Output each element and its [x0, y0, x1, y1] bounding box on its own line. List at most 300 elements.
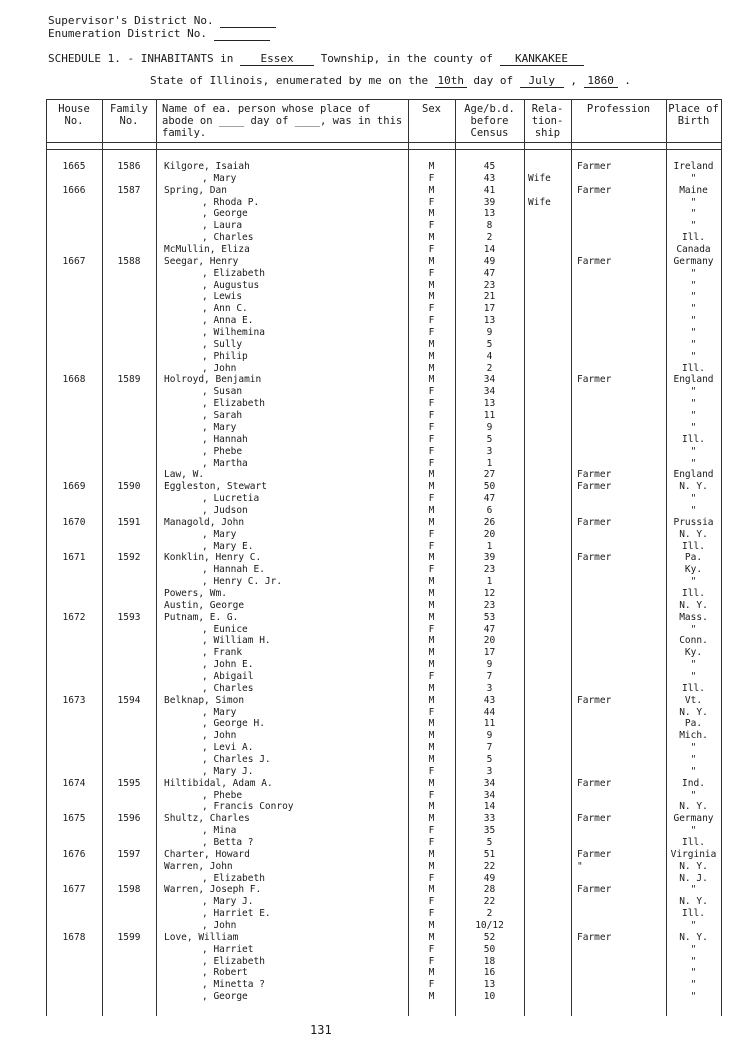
place-of-birth-cell: Ill.: [682, 682, 705, 694]
age-cell: 50: [483, 481, 496, 493]
sex-cell: F: [428, 327, 435, 339]
day-suffix: day of: [473, 74, 514, 87]
place-of-birth-cell: Ireland: [673, 161, 714, 172]
place-of-birth-cell: Germany: [673, 255, 714, 267]
house-number-cell: 1666: [62, 184, 86, 196]
place-of-birth-cell: N. Y.: [679, 801, 708, 813]
age-cell: 39: [483, 196, 496, 208]
age-cell: 20: [483, 528, 496, 540]
age-cell: 6: [486, 504, 493, 516]
profession-cell: Farmer: [577, 884, 612, 896]
age-cell: 23: [483, 279, 496, 291]
age-cell: 23: [483, 599, 496, 611]
person-name-cell: , Ann C.: [202, 303, 248, 315]
age-cell: 7: [486, 742, 493, 754]
age-cell: 13: [483, 208, 496, 220]
age-cell: 47: [483, 267, 496, 279]
sex-cell: M: [428, 255, 435, 267]
sex-cell: F: [428, 670, 435, 682]
place-of-birth-cell: ": [690, 623, 697, 635]
sex-cell: F: [428, 244, 435, 256]
place-of-birth-cell: Ill.: [682, 433, 705, 445]
sex-cell: M: [428, 338, 435, 350]
sex-cell: F: [428, 564, 435, 576]
sex-cell: F: [428, 421, 435, 433]
col-header-sex: Sex: [422, 103, 441, 115]
house-number-cell: 1677: [62, 884, 86, 896]
age-cell: 47: [483, 493, 496, 505]
place-of-birth-cell: ": [690, 338, 697, 350]
sex-cell: F: [428, 943, 435, 955]
sex-cell: F: [428, 445, 435, 457]
sex-cell: M: [428, 481, 435, 493]
family-number-cell: 1587: [117, 184, 141, 196]
sex-cell: M: [428, 884, 435, 896]
col-header-birthplace: Place of Birth: [668, 103, 719, 127]
age-cell: 2: [486, 362, 493, 374]
place-of-birth-cell: England: [673, 374, 714, 386]
sex-cell: M: [428, 599, 435, 611]
enumeration-district-line: [48, 27, 270, 41]
column-rule: [156, 99, 157, 1016]
place-of-birth-cell: Ill.: [682, 908, 705, 920]
sex-cell: M: [428, 730, 435, 742]
person-name-cell: , Elizabeth: [202, 955, 265, 967]
person-name-cell: , Abigail: [202, 670, 254, 682]
age-cell: 4: [486, 350, 493, 362]
person-name-cell: , Susan: [202, 386, 243, 398]
place-of-birth-cell: Prussia: [673, 516, 714, 528]
age-cell: 26: [483, 516, 496, 528]
profession-cell: Farmer: [577, 813, 612, 825]
schedule-prefix: SCHEDULE 1. - INHABITANTS in: [48, 52, 234, 65]
age-cell: 20: [483, 635, 496, 647]
age-cell: 1: [486, 457, 493, 469]
age-cell: 2: [486, 232, 493, 244]
age-cell: 17: [483, 647, 496, 659]
age-cell: 22: [483, 896, 496, 908]
person-name-cell: , Charles J.: [202, 754, 271, 765]
person-name-cell: , Eunice: [202, 623, 248, 635]
family-number-cell: 1589: [117, 374, 141, 386]
profession-cell: Farmer: [577, 161, 612, 172]
sex-cell: M: [428, 587, 435, 599]
place-of-birth-cell: ": [690, 955, 697, 967]
place-of-birth-cell: ": [690, 493, 697, 505]
age-cell: 5: [486, 754, 493, 765]
sex-cell: M: [428, 291, 435, 303]
person-name-cell: , Levi A.: [202, 742, 254, 754]
person-name-cell: , Phebe: [202, 789, 243, 801]
enumeration-district-label: Enumeration District No.: [48, 27, 207, 40]
sex-cell: F: [428, 789, 435, 801]
person-name-cell: , Judson: [202, 504, 248, 516]
enumeration-day: 10th: [435, 74, 467, 88]
person-name-cell: Konklin, Henry C.: [164, 552, 262, 564]
sex-cell: M: [428, 801, 435, 813]
person-name-cell: , Minetta ?: [202, 979, 265, 991]
family-number-cell: 1590: [117, 481, 141, 493]
place-of-birth-cell: ": [690, 327, 697, 339]
place-of-birth-cell: ": [690, 457, 697, 469]
col-header-family: Family No.: [110, 103, 148, 127]
profession-cell: Farmer: [577, 552, 612, 564]
sex-cell: F: [428, 433, 435, 445]
age-cell: 49: [483, 872, 496, 884]
place-of-birth-cell: ": [690, 789, 697, 801]
family-number-cell: 1592: [117, 552, 141, 564]
age-cell: 39: [483, 552, 496, 564]
age-cell: 2: [486, 908, 493, 920]
house-number-cell: 1670: [62, 516, 86, 528]
age-cell: 33: [483, 813, 496, 825]
place-of-birth-cell: ": [690, 208, 697, 220]
sex-cell: M: [428, 232, 435, 244]
place-of-birth-cell: Vt.: [684, 694, 703, 706]
county-name: KANKAKEE: [500, 52, 584, 66]
person-name-cell: , George H.: [202, 718, 265, 730]
place-of-birth-cell: Ill.: [682, 587, 705, 599]
sex-cell: F: [428, 837, 435, 849]
age-cell: 10/12: [475, 920, 504, 932]
age-cell: 45: [483, 161, 496, 172]
place-of-birth-cell: N. Y.: [679, 706, 708, 718]
sex-cell: M: [428, 184, 435, 196]
sex-cell: M: [428, 682, 435, 694]
age-cell: 13: [483, 979, 496, 991]
age-cell: 5: [486, 433, 493, 445]
person-name-cell: , John E.: [202, 659, 254, 671]
profession-cell: Farmer: [577, 931, 612, 943]
person-name-cell: , Laura: [202, 220, 243, 232]
age-cell: 49: [483, 255, 496, 267]
age-cell: 27: [483, 469, 496, 481]
place-of-birth-cell: ": [690, 576, 697, 588]
person-name-cell: Putnam, E. G.: [164, 611, 239, 623]
place-of-birth-cell: ": [690, 445, 697, 457]
profession-cell: Farmer: [577, 694, 612, 706]
person-name-cell: , Sarah: [202, 410, 243, 422]
age-cell: 8: [486, 220, 493, 232]
person-name-cell: , Martha: [202, 457, 248, 469]
age-cell: 21: [483, 291, 496, 303]
place-of-birth-cell: Ky.: [684, 564, 703, 576]
place-of-birth-cell: Germany: [673, 813, 714, 825]
sex-cell: M: [428, 777, 435, 789]
person-name-cell: , Harriet: [202, 943, 254, 955]
profession-cell: Farmer: [577, 777, 612, 789]
person-name-cell: , Anna E.: [202, 315, 254, 327]
sex-cell: F: [428, 303, 435, 315]
family-number-cell: 1597: [117, 848, 141, 860]
place-of-birth-cell: N. Y.: [679, 528, 708, 540]
person-name-cell: , Mina: [202, 825, 237, 837]
place-of-birth-cell: ": [690, 742, 697, 754]
family-number-cell: 1591: [117, 516, 141, 528]
person-name-cell: , Philip: [202, 350, 248, 362]
person-name-cell: , George: [202, 208, 248, 220]
place-of-birth-cell: Ky.: [684, 647, 703, 659]
person-name-cell: , Phebe: [202, 445, 243, 457]
age-cell: 16: [483, 967, 496, 979]
sex-cell: M: [428, 659, 435, 671]
person-name-cell: Powers, Wm.: [164, 587, 227, 599]
age-cell: 50: [483, 943, 496, 955]
sex-cell: M: [428, 208, 435, 220]
sex-cell: F: [428, 623, 435, 635]
person-name-cell: , Hannah E.: [202, 564, 265, 576]
sex-cell: M: [428, 469, 435, 481]
col-header-house: House No.: [58, 103, 90, 127]
house-number-cell: 1665: [62, 161, 86, 172]
column-rule: [46, 99, 47, 1016]
person-name-cell: Austin, George: [164, 599, 245, 611]
person-name-cell: , John: [202, 730, 237, 742]
place-of-birth-cell: ": [690, 172, 697, 184]
place-of-birth-cell: ": [690, 386, 697, 398]
person-name-cell: , William H.: [202, 635, 271, 647]
sex-cell: M: [428, 920, 435, 932]
place-of-birth-cell: Maine: [679, 184, 708, 196]
person-name-cell: , Robert: [202, 967, 248, 979]
person-name-cell: , Sully: [202, 338, 243, 350]
person-name-cell: , John: [202, 920, 237, 932]
house-number-cell: 1671: [62, 552, 86, 564]
person-name-cell: Managold, John: [164, 516, 245, 528]
supervisor-district-blank: [220, 14, 276, 28]
person-name-cell: , Charles: [202, 232, 254, 244]
profession-cell: Farmer: [577, 374, 612, 386]
age-cell: 53: [483, 611, 496, 623]
place-of-birth-cell: N. J.: [679, 872, 708, 884]
sex-cell: M: [428, 718, 435, 730]
person-name-cell: , John: [202, 362, 237, 374]
col-header-name: Name of ea. person whose place of abode on ____ day of ____, was in this family.: [162, 103, 403, 139]
place-of-birth-cell: Ill.: [682, 362, 705, 374]
age-cell: 11: [483, 718, 496, 730]
place-of-birth-cell: ": [690, 303, 697, 315]
age-cell: 12: [483, 587, 496, 599]
age-cell: 3: [486, 682, 493, 694]
sex-cell: F: [428, 825, 435, 837]
sex-cell: M: [428, 931, 435, 943]
person-name-cell: McMullin, Eliza: [164, 244, 250, 256]
place-of-birth-cell: N. Y.: [679, 931, 708, 943]
sex-cell: M: [428, 161, 435, 172]
sex-cell: M: [428, 350, 435, 362]
relationship-cell: Wife: [528, 196, 551, 208]
place-of-birth-cell: ": [690, 279, 697, 291]
col-header-relationship: Rela- tion- ship: [531, 103, 564, 139]
sex-cell: F: [428, 765, 435, 777]
age-cell: 22: [483, 860, 496, 872]
place-of-birth-cell: ": [690, 765, 697, 777]
person-name-cell: , Betta ?: [202, 837, 254, 849]
profession-cell: Farmer: [577, 481, 612, 493]
sex-cell: M: [428, 504, 435, 516]
age-cell: 34: [483, 777, 496, 789]
sex-cell: F: [428, 908, 435, 920]
place-of-birth-cell: N. Y.: [679, 481, 708, 493]
sex-cell: F: [428, 493, 435, 505]
person-name-cell: , Mary J.: [202, 765, 254, 777]
place-of-birth-cell: ": [690, 350, 697, 362]
person-name-cell: , Lucretia: [202, 493, 260, 505]
state-prefix: State of Illinois, enumerated by me on the: [150, 74, 429, 87]
house-number-cell: 1673: [62, 694, 86, 706]
sex-cell: M: [428, 552, 435, 564]
person-name-cell: , Harriet E.: [202, 908, 271, 920]
person-name-cell: , Mary E.: [202, 540, 254, 552]
age-cell: 41: [483, 184, 496, 196]
sex-cell: F: [428, 979, 435, 991]
enumeration-year: 1860: [584, 74, 618, 88]
sex-cell: F: [428, 410, 435, 422]
place-of-birth-cell: ": [690, 504, 697, 516]
sex-cell: M: [428, 967, 435, 979]
sex-cell: F: [428, 386, 435, 398]
family-number-cell: 1599: [117, 931, 141, 943]
sex-cell: F: [428, 457, 435, 469]
enumeration-district-blank: [214, 27, 270, 41]
place-of-birth-cell: N. Y.: [679, 860, 708, 872]
age-cell: 28: [483, 884, 496, 896]
house-number-cell: 1678: [62, 931, 86, 943]
person-name-cell: Belknap, Simon: [164, 694, 245, 706]
person-name-cell: , Charles: [202, 682, 254, 694]
person-name-cell: , Augustus: [202, 279, 260, 291]
census-table: [46, 99, 721, 1016]
age-cell: 1: [486, 576, 493, 588]
sex-cell: M: [428, 991, 435, 1003]
person-name-cell: Law, W.: [164, 469, 205, 481]
person-name-cell: Charter, Howard: [164, 848, 250, 860]
place-of-birth-cell: Canada: [676, 244, 711, 256]
age-cell: 5: [486, 338, 493, 350]
age-cell: 3: [486, 765, 493, 777]
person-name-cell: , Mary J.: [202, 896, 254, 908]
place-of-birth-cell: ": [690, 754, 697, 765]
house-number-cell: 1676: [62, 848, 86, 860]
person-name-cell: , Rhoda P.: [202, 196, 260, 208]
age-cell: 43: [483, 172, 496, 184]
sex-cell: F: [428, 267, 435, 279]
family-number-cell: 1586: [117, 161, 141, 172]
place-of-birth-cell: ": [690, 967, 697, 979]
person-name-cell: Love, William: [164, 931, 239, 943]
sex-cell: M: [428, 694, 435, 706]
sex-cell: M: [428, 742, 435, 754]
person-name-cell: , Elizabeth: [202, 872, 265, 884]
person-name-cell: Warren, John: [164, 860, 233, 872]
place-of-birth-cell: Virginia: [670, 848, 717, 860]
column-rule: [571, 99, 572, 1016]
supervisor-district-label: Supervisor's District No.: [48, 14, 214, 27]
person-name-cell: , George: [202, 991, 248, 1003]
person-name-cell: , Wilhemina: [202, 327, 265, 339]
person-name-cell: Spring, Dan: [164, 184, 227, 196]
sex-cell: F: [428, 540, 435, 552]
profession-cell: Farmer: [577, 184, 612, 196]
sex-cell: M: [428, 848, 435, 860]
profession-cell: Farmer: [577, 469, 612, 481]
age-cell: 23: [483, 564, 496, 576]
column-rule: [721, 99, 722, 1016]
place-of-birth-cell: ": [690, 659, 697, 671]
place-of-birth-cell: ": [690, 291, 697, 303]
person-name-cell: , Elizabeth: [202, 398, 265, 410]
family-number-cell: 1598: [117, 884, 141, 896]
person-name-cell: , Mary: [202, 528, 237, 540]
header-bottom-rule: [46, 142, 721, 143]
place-of-birth-cell: Mass.: [679, 611, 708, 623]
table-top-rule: [46, 99, 721, 100]
person-name-cell: , Elizabeth: [202, 267, 265, 279]
sex-cell: M: [428, 647, 435, 659]
age-cell: 51: [483, 848, 496, 860]
age-cell: 43: [483, 694, 496, 706]
age-cell: 9: [486, 421, 493, 433]
place-of-birth-cell: ": [690, 943, 697, 955]
age-cell: 11: [483, 410, 496, 422]
age-cell: 52: [483, 931, 496, 943]
age-cell: 3: [486, 445, 493, 457]
sex-cell: M: [428, 860, 435, 872]
house-number-cell: 1668: [62, 374, 86, 386]
place-of-birth-cell: Pa.: [684, 718, 703, 730]
family-number-cell: 1596: [117, 813, 141, 825]
place-of-birth-cell: ": [690, 825, 697, 837]
place-of-birth-cell: Conn.: [679, 635, 708, 647]
profession-cell: ": [577, 860, 583, 872]
place-of-birth-cell: Ill.: [682, 837, 705, 849]
sex-cell: M: [428, 374, 435, 386]
age-cell: 14: [483, 244, 496, 256]
place-of-birth-cell: Ill.: [682, 232, 705, 244]
place-of-birth-cell: Ind.: [682, 777, 705, 789]
place-of-birth-cell: ": [690, 670, 697, 682]
place-of-birth-cell: England: [673, 469, 714, 481]
sex-cell: M: [428, 611, 435, 623]
place-of-birth-cell: Mich.: [679, 730, 708, 742]
age-cell: 34: [483, 374, 496, 386]
age-cell: 5: [486, 837, 493, 849]
sex-cell: F: [428, 172, 435, 184]
sex-cell: F: [428, 196, 435, 208]
sex-cell: F: [428, 896, 435, 908]
person-name-cell: , Lewis: [202, 291, 243, 303]
age-cell: 17: [483, 303, 496, 315]
township-name: Essex: [240, 52, 314, 66]
family-number-cell: 1588: [117, 255, 141, 267]
place-of-birth-cell: ": [690, 884, 697, 896]
sex-cell: M: [428, 362, 435, 374]
state-line: State of Illinois, enumerated by me on the 10th day of July , 1860 .: [150, 74, 631, 87]
age-cell: 9: [486, 659, 493, 671]
family-number-cell: 1594: [117, 694, 141, 706]
sex-cell: F: [428, 706, 435, 718]
person-name-cell: , Mary: [202, 706, 237, 718]
house-number-cell: 1674: [62, 777, 86, 789]
family-number-cell: 1593: [117, 611, 141, 623]
column-rule: [102, 99, 103, 1016]
township-suffix: Township, in the county of: [320, 52, 493, 65]
supervisor-district-line: [48, 14, 276, 28]
place-of-birth-cell: ": [690, 991, 697, 1003]
sex-cell: M: [428, 754, 435, 765]
house-number-cell: 1669: [62, 481, 86, 493]
sex-cell: M: [428, 279, 435, 291]
